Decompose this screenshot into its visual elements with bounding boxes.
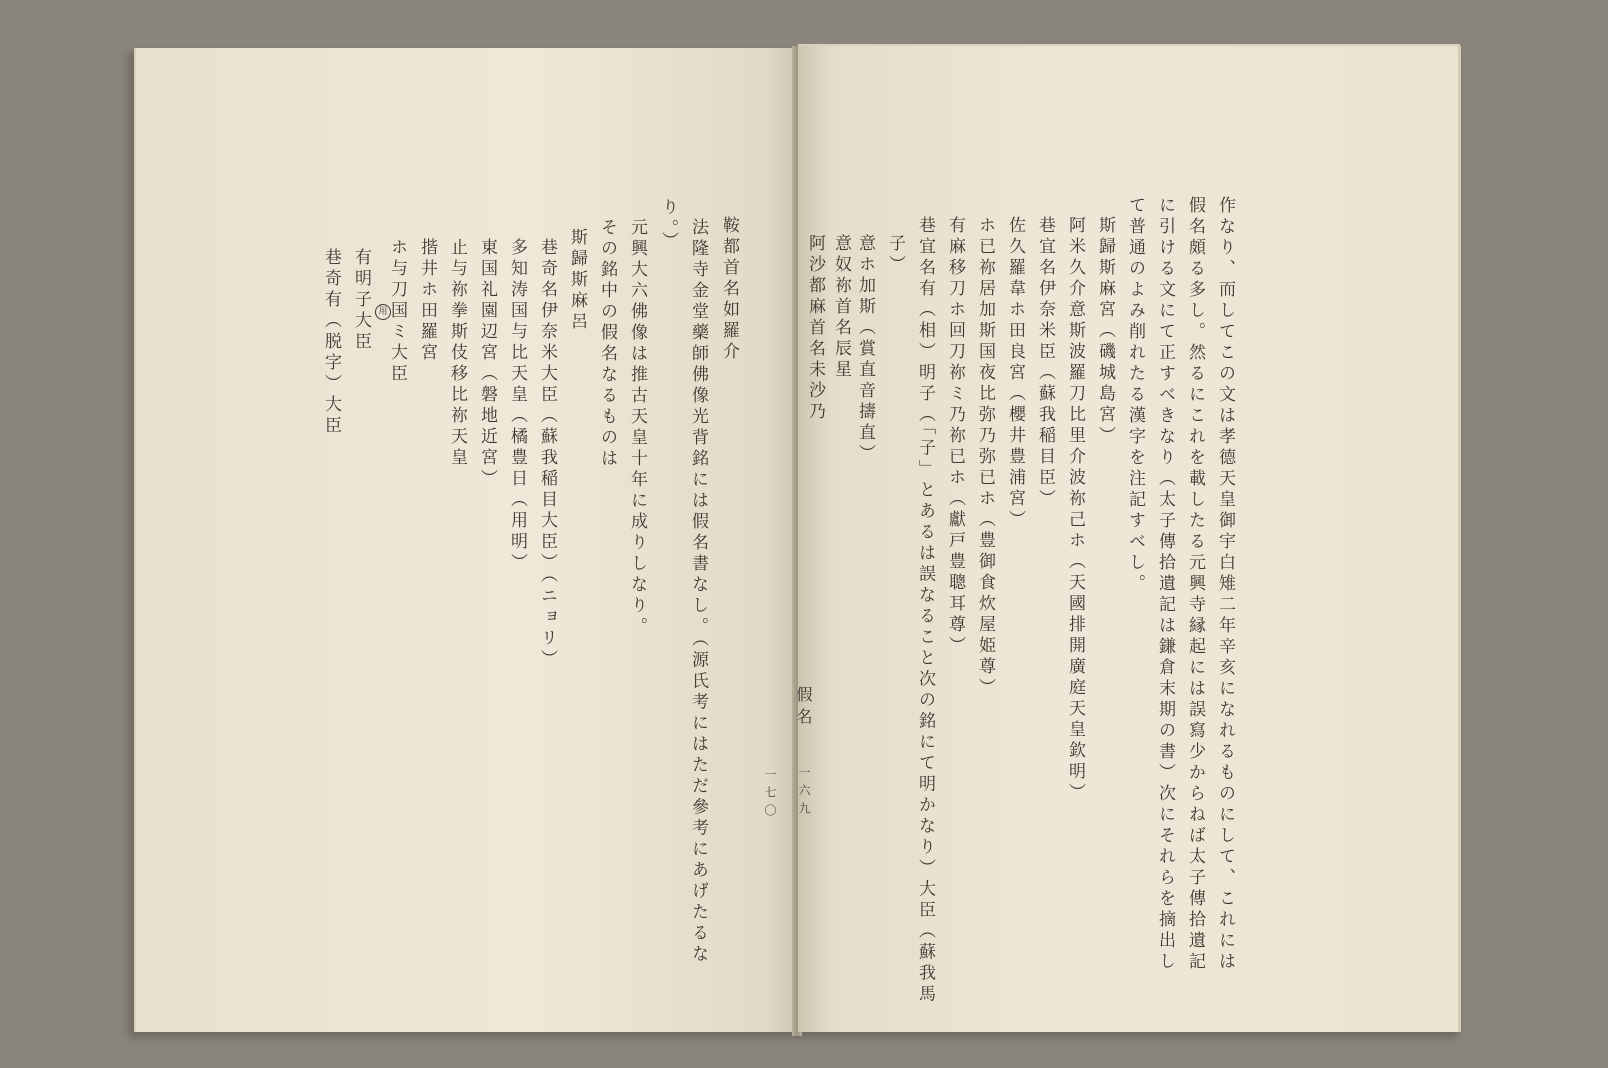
- right-folio: 一六九: [797, 766, 811, 820]
- left-page: [134, 48, 798, 1032]
- right-column: 作なり、而してこの文は孝德天皇御宇白雉二年辛亥になれるものにして、これには: [1215, 196, 1235, 973]
- right-column: 斯歸斯麻宮（磯城島宮）: [1095, 216, 1115, 447]
- left-column: 巷奇有（脱字）大臣: [321, 248, 341, 437]
- left-column: 揩井ホ田羅宮: [417, 238, 437, 364]
- right-column: 有麻移刀ホ回刀祢ミ乃祢已ホ（獻戸豊聰耳尊）: [945, 216, 965, 657]
- right-column: に引ける文にて正すべきなり（太子傳拾遺記は鎌倉末期の書）次にそれらを摘出し: [1155, 196, 1175, 973]
- running-head: 假名: [794, 686, 813, 730]
- left-folio: 一七〇: [763, 768, 777, 822]
- seal-mark: 用: [375, 304, 391, 320]
- left-column: 法隆寺金堂藥師佛像光背銘には假名書なし。（源氏考にはただ參考にあげたるな: [688, 218, 708, 966]
- left-column: 東国礼園辺宮（磐地近宮）: [477, 238, 497, 490]
- left-column: 鞍都首名如羅介: [719, 216, 739, 363]
- left-column: 元興大六佛像は推古天皇十年に成りしなり。: [627, 218, 647, 638]
- right-column: ホ已祢居加斯国夜比弥乃弥已ホ（豊御食炊屋姫尊）: [975, 216, 995, 699]
- right-column: 阿沙都麻首名未沙乃: [805, 234, 825, 423]
- right-column: 佐久羅韋ホ田良宮（櫻井豊浦宮）: [1005, 216, 1025, 531]
- right-column: 意ホ加斯（賞直音擣直）: [855, 234, 875, 465]
- left-column: り。）: [658, 198, 678, 253]
- right-column: 子）: [885, 234, 905, 276]
- left-column: 巷奇名伊奈米大臣（蘇我稲目大臣）（ニョリ）: [537, 238, 557, 671]
- right-page: [794, 46, 1461, 1032]
- left-column: 多知涛国与比天皇（橘豊日（用明）: [507, 238, 527, 574]
- right-column: 巷宜名有（相）明子（「子」とあるは誤なること次の銘にて明かなり）大臣（蘇我馬: [915, 216, 935, 1006]
- left-column: 止与祢拳斯伎移比祢天皇: [447, 238, 467, 469]
- right-column: て普通のよみ削れたる漢字を注記すべし。: [1125, 196, 1145, 595]
- right-column: 假名頗る多し。然るにこれを載したる元興寺縁起には誤寫少からねば太子傳拾遺記: [1185, 196, 1205, 973]
- right-column: 阿米久介意斯波羅刀比里介波祢己ホ（天國排開廣庭天皇欽明）: [1065, 216, 1085, 804]
- left-column: その銘中の假名なるものは: [597, 218, 617, 470]
- left-column: 斯歸斯麻呂: [567, 228, 587, 333]
- left-column: ホ与刀国ミ大臣: [387, 238, 407, 385]
- right-column: 意奴祢首名辰星: [831, 234, 851, 381]
- left-column: 有明子大臣: [351, 248, 371, 353]
- right-column: 巷宜名伊奈米臣（蘇我稲目臣）: [1035, 216, 1055, 510]
